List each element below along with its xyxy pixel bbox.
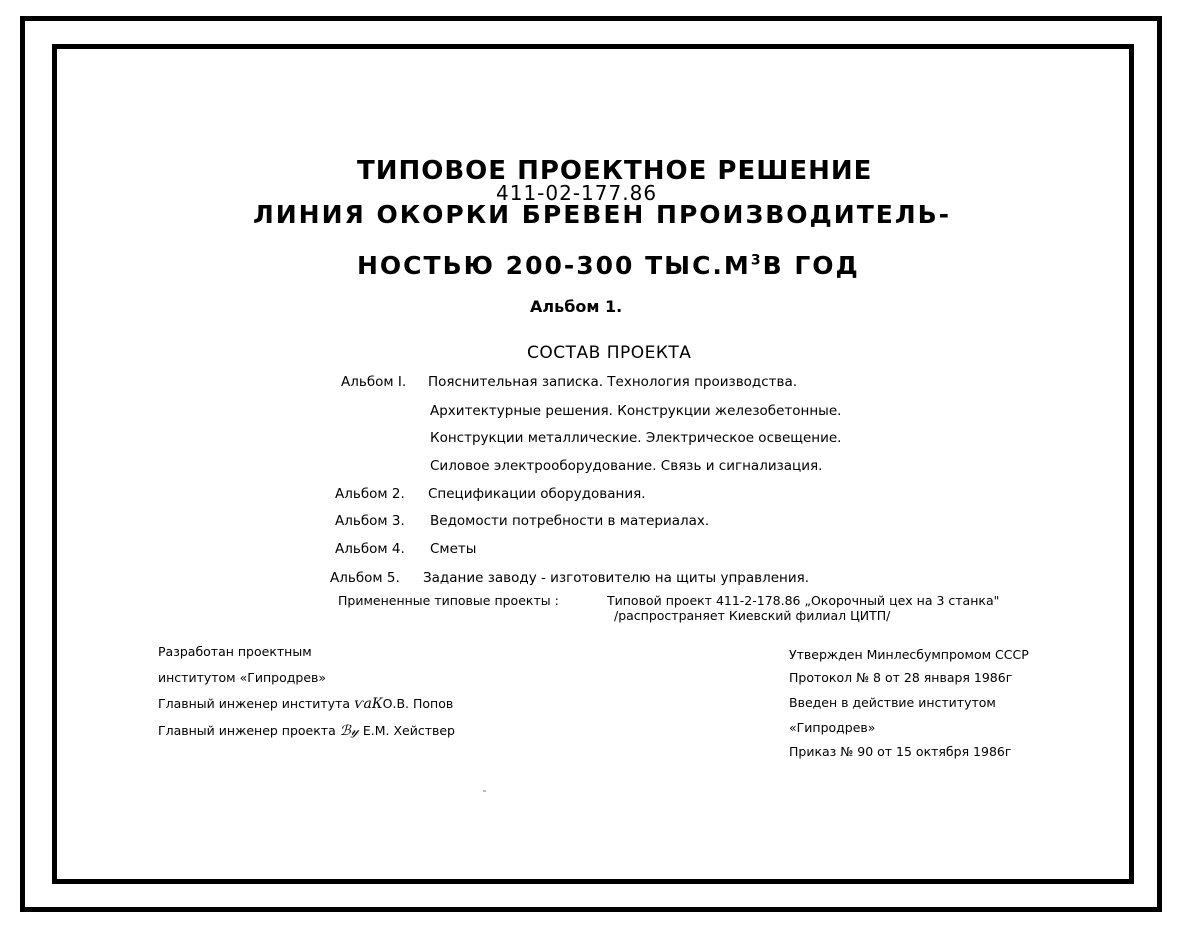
album-2-line-1: Спецификации оборудования. bbox=[428, 486, 646, 502]
approval-line-1: Утвержден Минлесбумпромом СССР bbox=[789, 647, 1029, 662]
album-current: Альбом 1. bbox=[530, 297, 623, 316]
approval-line-2: Протокол № 8 от 28 января 1986г bbox=[789, 670, 1013, 685]
chief-engineer-institute-label: Главный инженер института bbox=[158, 696, 350, 711]
scan-speck bbox=[483, 790, 486, 792]
signature-popov: ѵаК bbox=[353, 696, 383, 712]
title-line-3-part1: НОСТЬЮ 200-300 ТЫС.М bbox=[357, 251, 751, 280]
chief-engineer-project bbox=[158, 724, 455, 738]
chief-engineer-project-name: Е.М. Хействер bbox=[362, 723, 455, 738]
project-number: 411-02-177.86 bbox=[496, 181, 658, 205]
applied-projects-label: Примененные типовые проекты : bbox=[338, 593, 559, 608]
developer-line-2: институтом «Гипродрев» bbox=[158, 670, 327, 685]
chief-engineer-institute bbox=[158, 697, 453, 711]
approval-line-3: Введен в действие институтом bbox=[789, 695, 996, 710]
developer-line-1: Разработан проектным bbox=[158, 644, 312, 659]
album-5-line-1: Задание заводу - изготовителю на щиты управления. bbox=[423, 570, 810, 586]
approval-line-4: «Гипродрев» bbox=[789, 720, 876, 735]
title-superscript: 3 bbox=[750, 252, 763, 269]
album-1-line-4: Силовое электрооборудование. Связь и сигнализация. bbox=[430, 458, 823, 474]
composition-heading: СОСТАВ ПРОЕКТА bbox=[527, 343, 692, 363]
album-1-line-3: Конструкции металлические. Электрическое освещение. bbox=[430, 430, 842, 446]
album-3-line-1: Ведомости потребности в материалах. bbox=[430, 513, 710, 529]
title-line-2: ЛИНИЯ ОКОРКИ БРЕВЕН ПРОИЗВОДИТЕЛЬ- bbox=[253, 200, 952, 229]
album-4-line-1: Сметы bbox=[430, 541, 477, 557]
album-1-line-2: Архитектурные решения. Конструкции железобетонные. bbox=[430, 403, 842, 419]
approval-line-5: Приказ № 90 от 15 октября 1986г bbox=[789, 744, 1012, 759]
album-4-label: Альбом 4. bbox=[335, 541, 405, 557]
chief-engineer-institute-name: О.В. Попов bbox=[382, 696, 454, 711]
applied-projects-line-1: Типовой проект 411-2-178.86 „Окорочный цех на 3 станка" bbox=[607, 593, 1000, 608]
title-line-3 bbox=[357, 253, 860, 278]
album-3-label: Альбом 3. bbox=[335, 513, 405, 529]
album-1-label: Альбом I. bbox=[341, 374, 407, 390]
title-line-3-part2: В ГОД bbox=[762, 251, 860, 280]
chief-engineer-project-label: Главный инженер проекта bbox=[158, 723, 336, 738]
album-1-line-1: Пояснительная записка. Технология производства. bbox=[428, 374, 798, 390]
title-line-1: ТИПОВОЕ ПРОЕКТНОЕ РЕШЕНИЕ bbox=[357, 156, 873, 186]
album-2-label: Альбом 2. bbox=[335, 486, 405, 502]
signature-kheistver: ℬ𝓎 bbox=[339, 723, 359, 739]
album-5-label: Альбом 5. bbox=[330, 570, 400, 586]
applied-projects-line-2: /распространяет Киевский филиал ЦИТП/ bbox=[614, 608, 891, 623]
